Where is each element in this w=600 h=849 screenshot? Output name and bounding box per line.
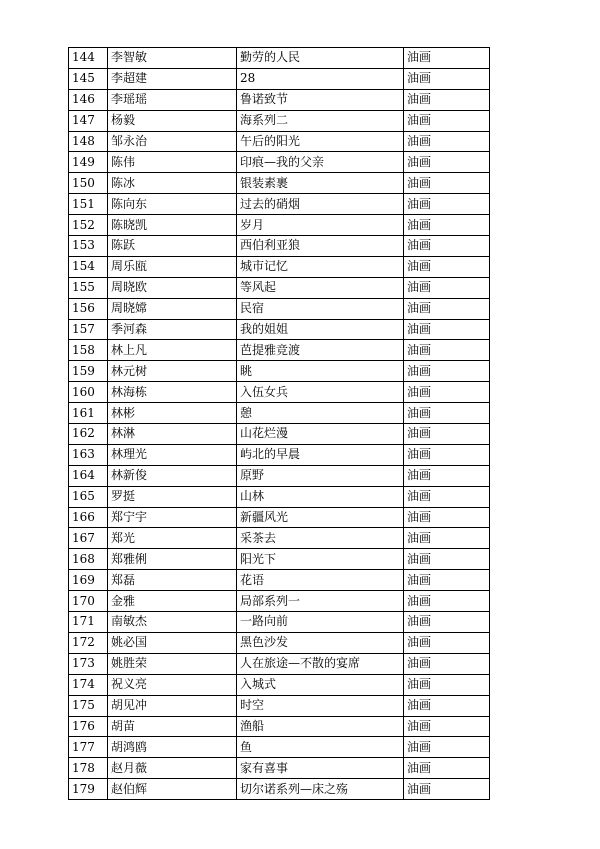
artwork-title-cell: 山林 [237,486,404,507]
artist-name-cell: 郑磊 [108,570,237,591]
row-number-cell: 176 [69,716,108,737]
table-row [69,486,490,507]
category-cell: 油画 [404,486,490,507]
category-cell: 油画 [404,444,490,465]
category-cell: 油画 [404,68,490,89]
row-number-cell: 149 [69,152,108,173]
table-row [69,194,490,215]
table-row [69,68,490,89]
artist-name-cell: 林理光 [108,444,237,465]
table-row [69,612,490,633]
category-cell: 油画 [404,674,490,695]
artwork-title-cell: 等风起 [237,277,404,298]
artist-name-cell: 陈冰 [108,173,237,194]
artwork-title-cell: 岁月 [237,215,404,236]
category-cell: 油画 [404,424,490,445]
category-cell: 油画 [404,779,490,800]
artist-name-cell: 李超建 [108,68,237,89]
artwork-title-cell: 鲁诺致节 [237,89,404,110]
row-number-cell: 173 [69,653,108,674]
table-row [69,549,490,570]
artist-name-cell: 郑雅俐 [108,549,237,570]
artwork-title-cell: 采茶去 [237,528,404,549]
artist-name-cell: 姚必国 [108,632,237,653]
row-number-cell: 172 [69,632,108,653]
table-row [69,173,490,194]
artwork-title-cell: 海系列二 [237,110,404,131]
row-number-cell: 165 [69,486,108,507]
category-cell: 油画 [404,361,490,382]
artist-name-cell: 赵伯辉 [108,779,237,800]
artist-name-cell: 周晓欧 [108,277,237,298]
artist-name-cell: 罗挺 [108,486,237,507]
artwork-title-cell: 阳光下 [237,549,404,570]
artwork-title-cell: 过去的硝烟 [237,194,404,215]
artwork-title-cell: 入伍女兵 [237,382,404,403]
table-row [69,444,490,465]
artist-name-cell: 林元树 [108,361,237,382]
row-number-cell: 175 [69,695,108,716]
row-number-cell: 152 [69,215,108,236]
row-number-cell: 166 [69,507,108,528]
table-row [69,277,490,298]
artist-name-cell: 胡见冲 [108,695,237,716]
row-number-cell: 150 [69,173,108,194]
category-cell: 油画 [404,110,490,131]
table-row [69,340,490,361]
category-cell: 油画 [404,256,490,277]
artist-name-cell: 李瑶瑶 [108,89,237,110]
artwork-title-cell: 花语 [237,570,404,591]
artwork-title-cell: 新疆风光 [237,507,404,528]
category-cell: 油画 [404,758,490,779]
row-number-cell: 160 [69,382,108,403]
table-row [69,403,490,424]
row-number-cell: 145 [69,68,108,89]
artwork-title-cell: 银装素裹 [237,173,404,194]
artist-name-cell: 季河森 [108,319,237,340]
table-row [69,758,490,779]
table-row [69,632,490,653]
artwork-title-cell: 眺 [237,361,404,382]
table-row [69,89,490,110]
row-number-cell: 153 [69,236,108,257]
table-row [69,131,490,152]
row-number-cell: 151 [69,194,108,215]
artwork-title-cell: 局部系列一 [237,591,404,612]
artwork-title-cell: 入城式 [237,674,404,695]
category-cell: 油画 [404,465,490,486]
table-row [69,570,490,591]
row-number-cell: 171 [69,612,108,633]
category-cell: 油画 [404,340,490,361]
category-cell: 油画 [404,298,490,319]
row-number-cell: 169 [69,570,108,591]
row-number-cell: 163 [69,444,108,465]
category-cell: 油画 [404,89,490,110]
table-row [69,361,490,382]
category-cell: 油画 [404,695,490,716]
category-cell: 油画 [404,403,490,424]
artist-name-cell: 邹永治 [108,131,237,152]
artist-name-cell: 陈伟 [108,152,237,173]
artist-name-cell: 胡苗 [108,716,237,737]
row-number-cell: 148 [69,131,108,152]
artist-name-cell: 陈向东 [108,194,237,215]
table-row [69,674,490,695]
artwork-title-cell: 芭提雅竞渡 [237,340,404,361]
row-number-cell: 168 [69,549,108,570]
artwork-title-cell: 山花烂漫 [237,424,404,445]
category-cell: 油画 [404,612,490,633]
row-number-cell: 170 [69,591,108,612]
table-row [69,424,490,445]
table-row [69,256,490,277]
table-row [69,653,490,674]
artist-name-cell: 林彬 [108,403,237,424]
artist-name-cell: 陈跃 [108,236,237,257]
artwork-title-cell: 切尔诺系列—床之殇 [237,779,404,800]
artwork-title-cell: 一路向前 [237,612,404,633]
category-cell: 油画 [404,236,490,257]
artwork-title-cell: 午后的阳光 [237,131,404,152]
artist-name-cell: 南敏杰 [108,612,237,633]
artist-name-cell: 祝义亮 [108,674,237,695]
artwork-title-cell: 勤劳的人民 [237,48,404,69]
row-number-cell: 179 [69,779,108,800]
row-number-cell: 154 [69,256,108,277]
category-cell: 油画 [404,277,490,298]
table-row [69,382,490,403]
artist-name-cell: 林海栋 [108,382,237,403]
artist-name-cell: 赵月薇 [108,758,237,779]
artwork-title-cell: 渔船 [237,716,404,737]
row-number-cell: 162 [69,424,108,445]
category-cell: 油画 [404,194,490,215]
category-cell: 油画 [404,737,490,758]
artwork-title-cell: 西伯利亚狼 [237,236,404,257]
artist-name-cell: 林新俊 [108,465,237,486]
artwork-table-body [69,48,490,800]
category-cell: 油画 [404,591,490,612]
table-row [69,507,490,528]
category-cell: 油画 [404,319,490,340]
table-row [69,465,490,486]
row-number-cell: 144 [69,48,108,69]
table-row [69,779,490,800]
row-number-cell: 164 [69,465,108,486]
artwork-table [68,47,490,800]
category-cell: 油画 [404,382,490,403]
artist-name-cell: 李智敏 [108,48,237,69]
row-number-cell: 157 [69,319,108,340]
table-row [69,110,490,131]
artwork-title-cell: 城市记忆 [237,256,404,277]
row-number-cell: 161 [69,403,108,424]
artwork-title-cell: 屿北的早晨 [237,444,404,465]
category-cell: 油画 [404,528,490,549]
table-row [69,319,490,340]
category-cell: 油画 [404,570,490,591]
artist-name-cell: 胡鸿鸥 [108,737,237,758]
artwork-title-cell: 我的姐姐 [237,319,404,340]
artwork-title-cell: 人在旅途—不散的宴席 [237,653,404,674]
category-cell: 油画 [404,173,490,194]
category-cell: 油画 [404,131,490,152]
category-cell: 油画 [404,48,490,69]
row-number-cell: 178 [69,758,108,779]
row-number-cell: 156 [69,298,108,319]
table-row [69,737,490,758]
row-number-cell: 158 [69,340,108,361]
table-row [69,695,490,716]
category-cell: 油画 [404,653,490,674]
category-cell: 油画 [404,549,490,570]
artwork-title-cell: 民宿 [237,298,404,319]
category-cell: 油画 [404,632,490,653]
category-cell: 油画 [404,152,490,173]
artist-name-cell: 郑光 [108,528,237,549]
table-row [69,48,490,69]
row-number-cell: 167 [69,528,108,549]
artist-name-cell: 姚胜荣 [108,653,237,674]
table-row [69,236,490,257]
table-row [69,215,490,236]
row-number-cell: 147 [69,110,108,131]
row-number-cell: 174 [69,674,108,695]
artist-name-cell: 杨毅 [108,110,237,131]
artwork-title-cell: 憩 [237,403,404,424]
category-cell: 油画 [404,507,490,528]
table-row [69,152,490,173]
category-cell: 油画 [404,716,490,737]
artwork-title-cell: 印痕—我的父亲 [237,152,404,173]
artwork-title-cell: 鱼 [237,737,404,758]
artist-name-cell: 陈晓凯 [108,215,237,236]
row-number-cell: 177 [69,737,108,758]
table-row [69,591,490,612]
artwork-title-cell: 原野 [237,465,404,486]
table-row [69,528,490,549]
row-number-cell: 146 [69,89,108,110]
artist-name-cell: 金雅 [108,591,237,612]
category-cell: 油画 [404,215,490,236]
artist-name-cell: 林淋 [108,424,237,445]
artwork-title-cell: 时空 [237,695,404,716]
artwork-title-cell: 28 [237,68,404,89]
row-number-cell: 155 [69,277,108,298]
table-row [69,716,490,737]
artist-name-cell: 周乐瓯 [108,256,237,277]
artist-name-cell: 林上凡 [108,340,237,361]
artwork-title-cell: 家有喜事 [237,758,404,779]
row-number-cell: 159 [69,361,108,382]
artist-name-cell: 周晓嫦 [108,298,237,319]
table-row [69,298,490,319]
artist-name-cell: 郑宁宇 [108,507,237,528]
artwork-title-cell: 黑色沙发 [237,632,404,653]
